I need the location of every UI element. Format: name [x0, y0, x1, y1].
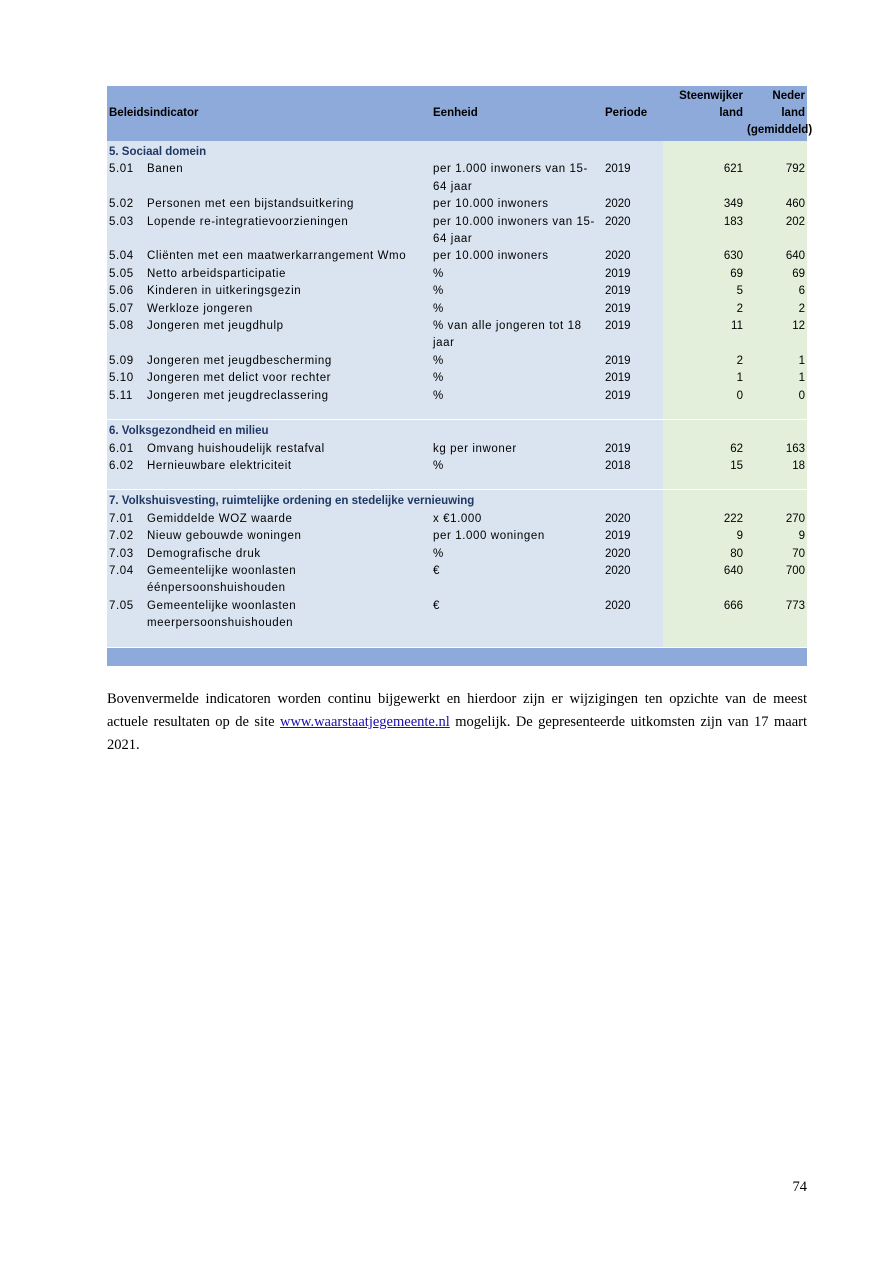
table-row — [107, 563, 807, 598]
indicator-name — [145, 388, 431, 405]
value-nederland: 70 — [745, 546, 807, 563]
indicator-code: 5.10 — [107, 370, 145, 387]
section-steenwijk-cell — [663, 490, 745, 511]
indicator-unit — [431, 598, 603, 633]
header-nederland-line: Neder — [772, 90, 805, 102]
header-steenwijkerland — [663, 86, 745, 141]
indicator-period: 2020 — [603, 563, 663, 598]
value-nederland: 202 — [745, 214, 807, 249]
value-nederland: 270 — [745, 511, 807, 528]
value-nederland: 163 — [745, 441, 807, 458]
spacer-cell — [107, 405, 663, 420]
section-spacer-row — [107, 405, 807, 420]
indicator-code: 5.05 — [107, 266, 145, 283]
indicator-unit-line: jaar — [433, 337, 455, 350]
indicator-name — [145, 248, 431, 265]
value-nederland: 18 — [745, 458, 807, 475]
spacer-cell — [663, 475, 745, 490]
indicator-period: 2019 — [603, 161, 663, 196]
indicator-unit — [431, 248, 603, 265]
table-row — [107, 283, 807, 300]
section-title: 5. Sociaal domein — [107, 141, 663, 161]
indicator-unit-line: € — [433, 599, 440, 612]
value-nederland: 9 — [745, 528, 807, 545]
indicator-unit-line: per 10.000 inwoners — [433, 198, 549, 211]
indicator-name — [145, 458, 431, 475]
indicator-name-line: Jongeren met jeugdhulp — [147, 320, 284, 333]
indicator-period: 2019 — [603, 283, 663, 300]
indicator-unit — [431, 301, 603, 318]
page-number: 74 — [792, 1179, 807, 1195]
spacer-cell — [107, 475, 663, 490]
value-steenwijkerland: 222 — [663, 511, 745, 528]
indicator-unit-line: % — [433, 354, 444, 367]
indicator-period: 2020 — [603, 214, 663, 249]
section-header-row — [107, 141, 807, 161]
indicator-unit-line: % van alle jongeren tot 18 — [433, 320, 582, 333]
indicator-name — [145, 598, 431, 633]
indicator-name — [145, 161, 431, 196]
indicator-unit-line: kg per inwoner — [433, 442, 517, 455]
indicator-unit-line: % — [433, 302, 444, 315]
spacer-cell — [663, 633, 745, 648]
indicator-period: 2019 — [603, 266, 663, 283]
table-header-row — [107, 86, 807, 141]
indicator-table — [107, 86, 813, 666]
spacer-cell — [745, 475, 807, 490]
value-nederland: 12 — [745, 318, 807, 353]
indicator-unit — [431, 441, 603, 458]
indicator-unit — [431, 283, 603, 300]
indicator-name — [145, 370, 431, 387]
indicator-unit-line: per 1.000 woningen — [433, 530, 545, 543]
indicator-name-line: Werkloze jongeren — [147, 302, 253, 315]
indicator-code: 7.04 — [107, 563, 145, 598]
indicator-unit — [431, 353, 603, 370]
indicator-unit — [431, 318, 603, 353]
table-row — [107, 353, 807, 370]
indicator-code: 6.02 — [107, 458, 145, 475]
indicator-name-line: Jongeren met jeugdbescherming — [147, 354, 332, 367]
section-title: 7. Volkshuisvesting, ruimtelijke ordening en stedelijke vernieuwing — [107, 490, 663, 511]
value-steenwijkerland: 62 — [663, 441, 745, 458]
table-row — [107, 598, 807, 633]
header-nederland-line: land — [781, 107, 805, 119]
indicator-unit-line: % — [433, 285, 444, 298]
waarstaatjegemeente-link[interactable]: www.waarstaatjegemeente.nl — [279, 714, 450, 730]
indicator-name — [145, 318, 431, 353]
indicator-period: 2018 — [603, 458, 663, 475]
indicator-name-line: Hernieuwbare elektriciteit — [147, 459, 292, 472]
indicator-unit-line: € — [433, 564, 440, 577]
indicator-code: 5.03 — [107, 214, 145, 249]
spacer-cell — [745, 633, 807, 648]
indicator-code: 7.05 — [107, 598, 145, 633]
indicator-name-line: Lopende re-integratievoorzieningen — [147, 215, 349, 228]
header-steenwijkerland-line: Steenwijker — [679, 90, 743, 102]
indicator-code: 5.07 — [107, 301, 145, 318]
spacer-cell — [745, 405, 807, 420]
table-body — [107, 141, 807, 666]
value-nederland: 1 — [745, 370, 807, 387]
indicator-name-line: Netto arbeidsparticipatie — [147, 267, 287, 280]
header-unit: Eenheid — [431, 86, 603, 141]
value-nederland: 773 — [745, 598, 807, 633]
indicator-unit-line: x €1.000 — [433, 512, 482, 525]
table-row — [107, 528, 807, 545]
indicator-unit — [431, 214, 603, 249]
indicator-code: 5.06 — [107, 283, 145, 300]
indicator-unit-line: 64 jaar — [433, 233, 473, 246]
footnote-paragraph — [107, 688, 807, 757]
section-title: 6. Volksgezondheid en milieu — [107, 420, 663, 441]
table-row — [107, 458, 807, 475]
value-steenwijkerland: 0 — [663, 388, 745, 405]
value-nederland: 640 — [745, 248, 807, 265]
indicator-unit-line: % — [433, 459, 444, 472]
indicator-name — [145, 214, 431, 249]
paragraph-text-end: mogelijk. De gepresenteerde uitkomsten zijn van 17 maart 2021. — [107, 714, 807, 753]
indicator-unit — [431, 266, 603, 283]
value-steenwijkerland: 15 — [663, 458, 745, 475]
value-steenwijkerland: 2 — [663, 301, 745, 318]
paragraph-text-start: Bovenvermelde indicatoren worden continu bijgewerkt en hierdoor zijn er wijzigingen ten opzichte van de meest actuele resultaten op de site — [107, 691, 807, 730]
indicator-unit-line: % — [433, 547, 444, 560]
indicator-period: 2020 — [603, 598, 663, 633]
value-steenwijkerland: 80 — [663, 546, 745, 563]
indicator-unit — [431, 161, 603, 196]
indicator-name — [145, 301, 431, 318]
indicator-name — [145, 511, 431, 528]
value-nederland: 792 — [745, 161, 807, 196]
section-header-row — [107, 420, 807, 441]
indicator-code: 7.03 — [107, 546, 145, 563]
indicator-unit-line: % — [433, 389, 444, 402]
indicator-period: 2020 — [603, 248, 663, 265]
indicator-unit — [431, 388, 603, 405]
indicator-unit — [431, 511, 603, 528]
indicator-unit — [431, 546, 603, 563]
table-footer-bar — [107, 647, 807, 666]
indicator-name — [145, 441, 431, 458]
table-row — [107, 370, 807, 387]
value-nederland: 69 — [745, 266, 807, 283]
indicator-name-line: Jongeren met delict voor rechter — [147, 372, 332, 385]
value-steenwijkerland: 621 — [663, 161, 745, 196]
footer-bar-cell — [107, 647, 807, 666]
header-period: Periode — [603, 86, 663, 141]
indicator-name — [145, 266, 431, 283]
indicator-unit — [431, 528, 603, 545]
spacer-cell — [107, 633, 663, 648]
indicator-period: 2019 — [603, 370, 663, 387]
spacer-cell — [663, 405, 745, 420]
table-row — [107, 214, 807, 249]
section-nederland-cell — [745, 490, 807, 511]
indicator-name-line: Gemeentelijke woonlasten — [147, 599, 297, 612]
indicator-name — [145, 528, 431, 545]
indicator-period: 2020 — [603, 511, 663, 528]
indicator-unit — [431, 458, 603, 475]
indicator-code: 5.09 — [107, 353, 145, 370]
table-row — [107, 441, 807, 458]
indicator-name-line: Kinderen in uitkeringsgezin — [147, 285, 302, 298]
indicator-unit — [431, 370, 603, 387]
header-steenwijkerland-line: land — [719, 107, 743, 119]
table-row — [107, 248, 807, 265]
value-nederland: 700 — [745, 563, 807, 598]
indicator-name-line: Personen met een bijstandsuitkering — [147, 198, 355, 211]
value-steenwijkerland: 2 — [663, 353, 745, 370]
indicator-period: 2020 — [603, 196, 663, 213]
table-row — [107, 388, 807, 405]
value-steenwijkerland: 1 — [663, 370, 745, 387]
value-steenwijkerland: 69 — [663, 266, 745, 283]
indicator-code: 5.08 — [107, 318, 145, 353]
indicator-unit-line: per 10.000 inwoners van 15- — [433, 215, 595, 228]
table-row — [107, 511, 807, 528]
value-steenwijkerland: 349 — [663, 196, 745, 213]
indicator-unit-line: per 1.000 inwoners van 15- — [433, 163, 588, 176]
value-steenwijkerland: 630 — [663, 248, 745, 265]
indicator-name-line: Omvang huishoudelijk restafval — [147, 442, 325, 455]
value-steenwijkerland: 183 — [663, 214, 745, 249]
indicator-name — [145, 283, 431, 300]
section-steenwijk-cell — [663, 420, 745, 441]
value-steenwijkerland: 11 — [663, 318, 745, 353]
indicator-code: 5.04 — [107, 248, 145, 265]
indicator-name-line: Banen — [147, 163, 184, 176]
indicator-name-line: meerpersoonshuishouden — [147, 617, 294, 630]
value-nederland: 0 — [745, 388, 807, 405]
indicator-period: 2019 — [603, 301, 663, 318]
section-steenwijk-cell — [663, 141, 745, 161]
value-steenwijkerland: 640 — [663, 563, 745, 598]
indicator-period: 2019 — [603, 353, 663, 370]
table-row — [107, 161, 807, 196]
indicator-period: 2020 — [603, 546, 663, 563]
section-nederland-cell — [745, 420, 807, 441]
indicator-name — [145, 546, 431, 563]
indicator-code: 5.02 — [107, 196, 145, 213]
table-row — [107, 196, 807, 213]
value-nederland: 1 — [745, 353, 807, 370]
indicator-name — [145, 353, 431, 370]
indicator-period: 2019 — [603, 528, 663, 545]
value-steenwijkerland: 9 — [663, 528, 745, 545]
indicator-period: 2019 — [603, 441, 663, 458]
indicator-name-line: Cliënten met een maatwerkarrangement Wmo — [147, 250, 407, 263]
indicator-unit-line: % — [433, 372, 444, 385]
section-header-row — [107, 490, 807, 511]
header-nederland-line: (gemiddeld) — [747, 124, 813, 136]
table-row — [107, 318, 807, 353]
table-row — [107, 546, 807, 563]
section-spacer-row — [107, 475, 807, 490]
header-nederland — [745, 86, 813, 141]
indicator-period: 2019 — [603, 318, 663, 353]
indicator-name-line: Nieuw gebouwde woningen — [147, 530, 302, 543]
indicator-unit-line: 64 jaar — [433, 180, 473, 193]
indicator-code: 5.11 — [107, 388, 145, 405]
table-row — [107, 266, 807, 283]
indicator-unit-line: per 10.000 inwoners — [433, 250, 549, 263]
table-row — [107, 301, 807, 318]
section-nederland-cell — [745, 141, 807, 161]
indicator-unit — [431, 563, 603, 598]
indicator-name-line: Gemiddelde WOZ waarde — [147, 512, 293, 525]
value-steenwijkerland: 666 — [663, 598, 745, 633]
value-steenwijkerland: 5 — [663, 283, 745, 300]
indicator-name-line: éénpersoonshuishouden — [147, 582, 286, 595]
header-indicator: Beleidsindicator — [107, 86, 431, 141]
indicator-name-line: Gemeentelijke woonlasten — [147, 564, 297, 577]
indicator-name — [145, 196, 431, 213]
indicator-code: 7.02 — [107, 528, 145, 545]
indicator-code: 5.01 — [107, 161, 145, 196]
indicator-name — [145, 563, 431, 598]
indicator-code: 7.01 — [107, 511, 145, 528]
indicator-unit — [431, 196, 603, 213]
indicator-unit-line: % — [433, 267, 444, 280]
indicator-period: 2019 — [603, 388, 663, 405]
indicator-code: 6.01 — [107, 441, 145, 458]
section-spacer-row — [107, 633, 807, 648]
indicator-name-line: Jongeren met jeugdreclassering — [147, 389, 329, 402]
indicator-name-line: Demografische druk — [147, 547, 261, 560]
value-nederland: 2 — [745, 301, 807, 318]
value-nederland: 460 — [745, 196, 807, 213]
value-nederland: 6 — [745, 283, 807, 300]
